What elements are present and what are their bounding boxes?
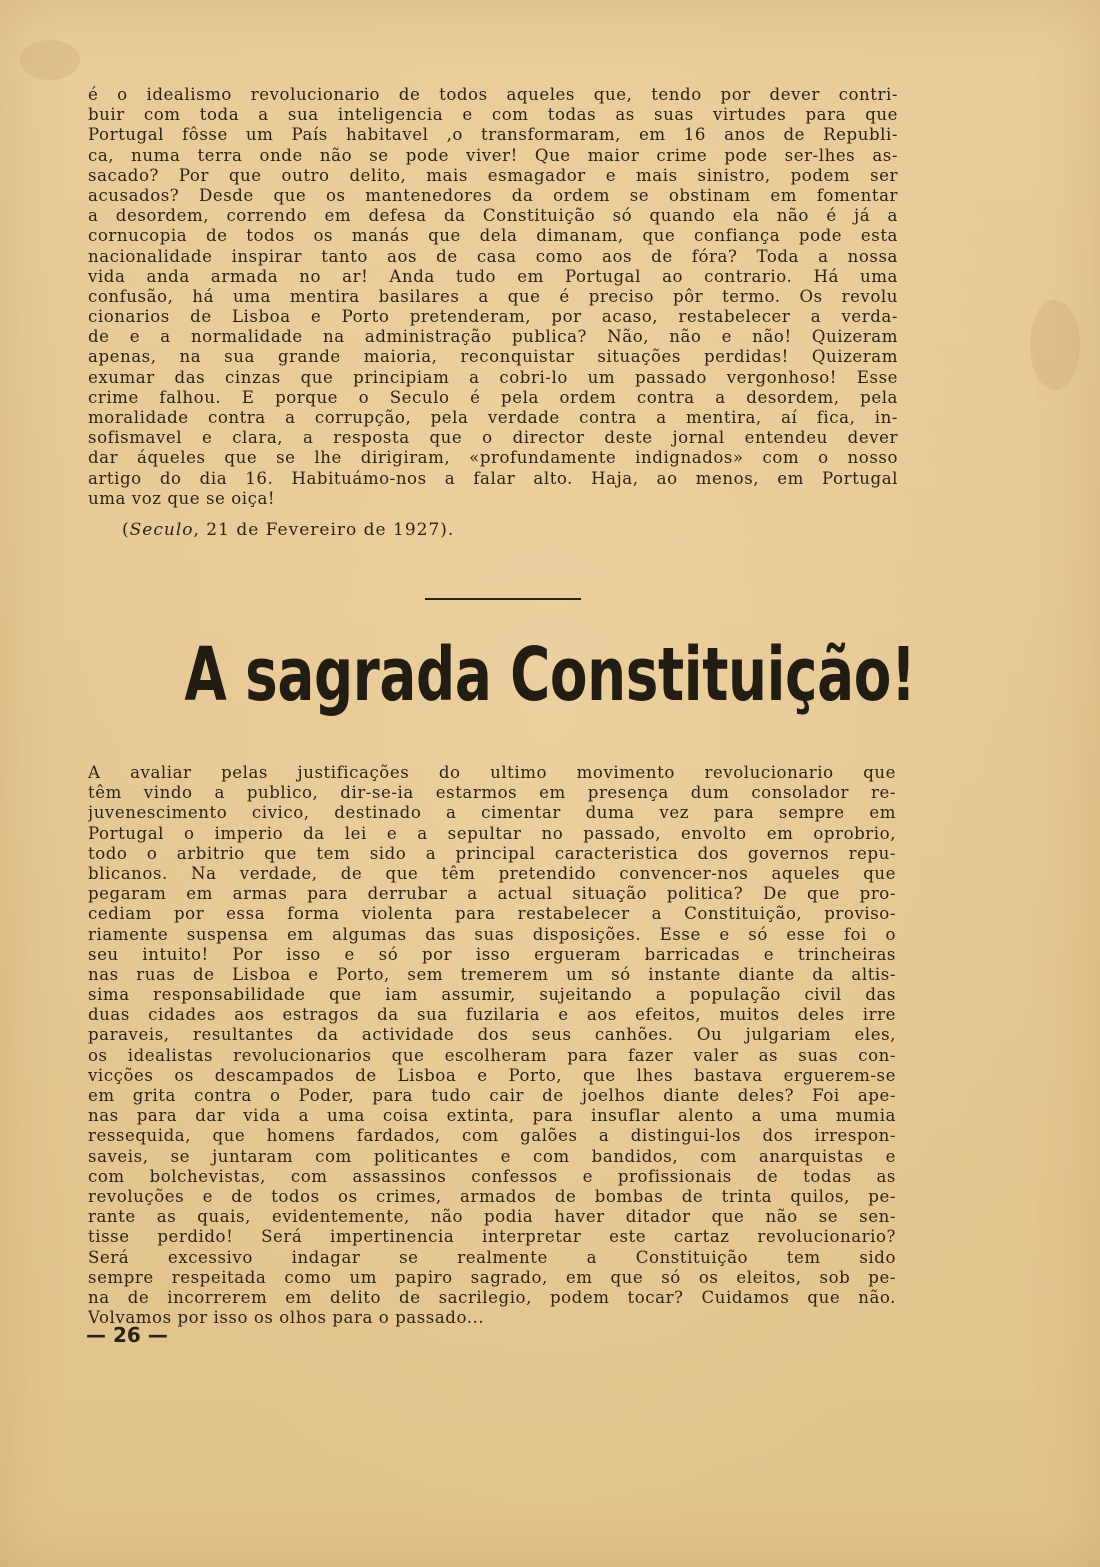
citation-rest: , 21 de Fevereiro de 1927).: [193, 520, 455, 540]
text-line: confusão, há uma mentira basilares a que é preciso pôr termo. Os revolu: [88, 286, 898, 306]
text-line: Portugal fôsse um País habitavel ,o transformaram, em 16 anos de Republi-: [88, 125, 898, 145]
text-line: dar áqueles que se lhe dirigiram, «profundamente indignados» com o nosso: [88, 448, 898, 468]
text-line: com bolchevistas, com assassinos confessos e profissionais de todas as: [88, 1166, 896, 1186]
text-line: cediam por essa forma violenta para restabelecer a Constituição, proviso-: [88, 904, 896, 924]
text-line: é o idealismo revolucionario de todos aqueles que, tendo por dever contri-: [88, 85, 898, 104]
text-line: saveis, se juntaram com politicantes e com bandidos, com anarquistas e: [88, 1146, 896, 1166]
text-line: todo o arbitrio que tem sido a principal caracteristica dos governos repu-: [88, 843, 896, 863]
text-line: revoluções e de todos os crimes, armados de bombas de trinta quilos, pe-: [88, 1186, 896, 1206]
citation-source: Seculo: [129, 520, 194, 540]
text-line: têm vindo a publico, dir-se-ia estarmos em presença dum consolador re-: [88, 783, 896, 803]
text-line: os idealistas revolucionarios que escolheram para fazer valer as suas con-: [88, 1045, 896, 1065]
paper-stain: [1030, 300, 1080, 390]
text-line: sofismavel e clara, a resposta que o director deste jornal entendeu dever: [88, 428, 898, 448]
text-line: sima responsabilidade que iam assumir, sujeitando a população civil das: [88, 985, 896, 1005]
text-line: nas para dar vida a uma coisa extinta, para insuflar alento a uma mumia: [88, 1106, 896, 1126]
text-line: duas cidades aos estragos da sua fuzilaria e aos efeitos, muitos deles irre: [88, 1005, 896, 1025]
text-line: cornucopia de todos os manás que dela dimanam, que confiança pode esta: [88, 226, 898, 246]
citation: [122, 520, 454, 540]
text-line: ressequida, que homens fardados, com galões a distingui-los dos irrespon-: [88, 1126, 896, 1146]
bottom-article-text: [88, 763, 896, 1328]
text-line: juvenescimento civico, destinado a cimentar duma vez para sempre em: [88, 803, 896, 823]
text-line: artigo do dia 16. Habituámo-nos a falar alto. Haja, ao menos, em Portugal: [88, 468, 898, 488]
top-article-text: [88, 85, 898, 509]
text-line: uma voz que se oiça!: [88, 488, 276, 508]
text-line: cionarios de Lisboa e Porto pretenderam, por acaso, restabelecer a verda-: [88, 307, 898, 327]
text-line: riamente suspensa em algumas das suas disposições. Esse e só esse foi o: [88, 924, 896, 944]
text-line: de e a normalidade na administração publica? Não, não e não! Quizeram: [88, 327, 898, 347]
paper-stain: [20, 40, 80, 80]
text-line: crime falhou. E porque o Seculo é pela ordem contra a desordem, pela: [88, 387, 898, 407]
section-divider: [425, 598, 581, 600]
text-line: tisse perdido! Será impertinencia interpretar este cartaz revolucionario?: [88, 1227, 896, 1247]
text-line: seu intuito! Por isso e só por isso ergueram barricadas e trincheiras: [88, 944, 896, 964]
headline: A sagrada Constituição!: [184, 632, 916, 718]
text-line: Portugal o imperio da lei e a sepultar no passado, envolto em oprobrio,: [88, 823, 896, 843]
text-line: nacionalidade inspirar tanto aos de casa como aos de fóra? Toda a nossa: [88, 246, 898, 266]
text-line: vicções os descampados de Lisboa e Porto, que lhes bastava erguerem-se: [88, 1065, 896, 1085]
text-line: rante as quais, evidentemente, não podia haver ditador que não se sen-: [88, 1207, 896, 1227]
text-line: exumar das cinzas que principiam a cobri-lo um passado vergonhoso! Esse: [88, 367, 898, 387]
text-line: na de incorrerem em delito de sacrilegio, podem tocar? Cuidamos que não.: [88, 1287, 896, 1307]
text-line: Será excessivo indagar se realmente a Constituição tem sido: [88, 1247, 896, 1267]
text-line: sacado? Por que outro delito, mais esmagador e mais sinistro, podem ser: [88, 165, 898, 185]
text-line: a desordem, correndo em defesa da Constituição só quando ela não é já a: [88, 206, 898, 226]
text-line: apenas, na sua grande maioria, reconquistar situações perdidas! Quizeram: [88, 347, 898, 367]
text-line: pegaram em armas para derrubar a actual situação politica? De que pro-: [88, 884, 896, 904]
text-line: Volvamos por isso os olhos para o passado...: [88, 1308, 485, 1328]
text-line: moralidade contra a corrupção, pela verdade contra a mentira, aí fica, in-: [88, 408, 898, 427]
text-line: A avaliar pelas justificações do ultimo movimento revolucionario que: [88, 763, 896, 782]
text-line: vida anda armada no ar! Anda tudo em Portugal ao contrario. Há uma: [88, 266, 898, 286]
text-line: nas ruas de Lisboa e Porto, sem tremerem um só instante diante da altis-: [88, 964, 896, 984]
text-line: paraveis, resultantes da actividade dos seus canhões. Ou julgariam eles,: [88, 1025, 896, 1045]
text-line: buir com toda a sua inteligencia e com todas as suas virtudes para que: [88, 105, 898, 125]
text-line: em grita contra o Poder, para tudo cair de joelhos diante deles? Foi ape-: [88, 1086, 896, 1105]
text-line: acusados? Desde que os mantenedores da ordem se obstinam em fomentar: [88, 185, 898, 205]
text-line: sempre respeitada como um papiro sagrado, em que só os eleitos, sob pe-: [88, 1267, 896, 1287]
page-number: — 26 —: [86, 1323, 168, 1347]
text-line: ca, numa terra onde não se pode viver! Que maior crime pode ser-lhes as-: [88, 145, 898, 165]
text-line: blicanos. Na verdade, de que têm pretendido convencer-nos aqueles que: [88, 863, 896, 883]
citation-open: (: [122, 520, 130, 540]
